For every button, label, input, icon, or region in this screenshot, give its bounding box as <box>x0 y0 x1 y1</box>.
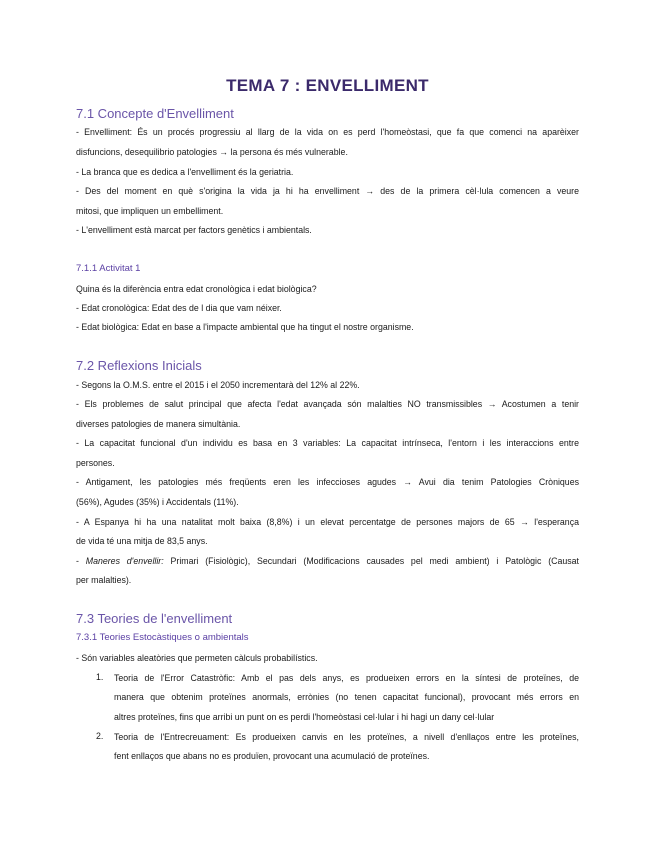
maneres-text: Primari (Fisiològic), Secundari (Modificacions causades pel medi ambient) i Patològic (Causat <box>170 556 579 566</box>
list-number: 1. <box>96 672 104 682</box>
section-heading-7-1: 7.1 Concepte d'Envelliment <box>76 106 234 121</box>
list-item-line: manera que obtenim proteïnes anormals, errònies (no tenen capacitat funcional), provocant més errors en <box>114 692 579 702</box>
list-item-line: Teoria de l'Error Catastròfic: Amb el pas dels anys, es produeixen errors en la síntesi de proteïnes, de <box>114 673 579 683</box>
paragraph-line: (56%), Agudes (35%) i Accidentals (11%). <box>76 497 239 507</box>
paragraph-line: diverses patologies de manera simultània. <box>76 419 241 429</box>
paragraph-line: disfuncions, desequilibrio patologies → la persona és més vulnerable. <box>76 147 348 157</box>
paragraph-line: persones. <box>76 458 115 468</box>
subsection-heading-7-1-1: 7.1.1 Activitat 1 <box>76 263 141 274</box>
paragraph-line: - Els problemes de salut principal que afecta l'edat avançada són malalties NO transmissibles → Acostumen a tenir <box>76 399 579 409</box>
section-heading-7-3: 7.3 Teories de l'envelliment <box>76 611 233 626</box>
paragraph-line: - La capacitat funcional d'un individu es basa en 3 variables: La capacitat intrínseca, l'entorn i les interaccions entre <box>76 438 579 448</box>
paragraph-line: mitosi, que impliquen un embelliment. <box>76 206 224 216</box>
paragraph-line: - Maneres d'envellir: Primari (Fisiològic), Secundari (Modificacions causades pel medi ambient) i Patològic (Causat <box>76 556 579 566</box>
paragraph-line: - Envelliment: És un procés progressiu al llarg de la vida on es perd l'homeòstasi, que fa que comenci na aparèixer <box>76 127 579 137</box>
paragraph-line: - A Espanya hi ha una natalitat molt baixa (8,8%) i un elevat percentatge de persones majors de 65 → l'esperança <box>76 517 579 527</box>
paragraph-line: - Són variables aleatòries que permeten càlculs probabilístics. <box>76 653 318 663</box>
paragraph-line: - L'envelliment està marcat per factors genètics i ambientals. <box>76 225 312 235</box>
subsection-heading-7-3-1: 7.3.1 Teories Estocàstiques o ambientals <box>76 632 249 643</box>
paragraph-line: - Des del moment en què s'origina la vida ja hi ha envelliment → des de la primera cèl·lula comencen a veure <box>76 186 579 196</box>
maneres-label: Maneres d'envellir: <box>85 556 164 566</box>
paragraph-line: - Edat cronològica: Edat des de l dia que vam néixer. <box>76 303 282 313</box>
list-item-line: altres proteïnes, fins que arribi un punt on es perdi l'homeòstasi cel·lular i hi hagi un dany cel·lular <box>114 712 495 722</box>
paragraph-line: per malalties). <box>76 575 132 585</box>
paragraph-line: - Edat biològica: Edat en base a l'impacte ambiental que ha tingut el nostre organisme. <box>76 322 414 332</box>
list-item-line: Teoria de l'Entrecreuament: Es produeixen canvis en les proteïnes, a nivell d'enllaços entre les proteïnes, <box>114 732 579 742</box>
paragraph-line: - Segons la O.M.S. entre el 2015 i el 2050 incrementarà del 12% al 22%. <box>76 380 360 390</box>
section-heading-7-2: 7.2 Reflexions Inicials <box>76 358 202 373</box>
list-number: 2. <box>96 731 104 741</box>
document-title: TEMA 7 : ENVELLIMENT <box>226 76 429 95</box>
paragraph-line: - La branca que es dedica a l'envelliment és la geriatria. <box>76 167 294 177</box>
paragraph-line: - Antigament, les patologies més freqüents eren les infeccioses agudes → Avui dia tenim Patologies Cròniques <box>76 477 579 487</box>
paragraph-line: Quina és la diferència entra edat cronològica i edat biològica? <box>76 284 317 294</box>
paragraph-line: de vida té una mitja de 83,5 anys. <box>76 536 208 546</box>
list-item-line: fent enllaços que abans no es produïen, provocant una acumulació de proteïnes. <box>114 751 430 761</box>
